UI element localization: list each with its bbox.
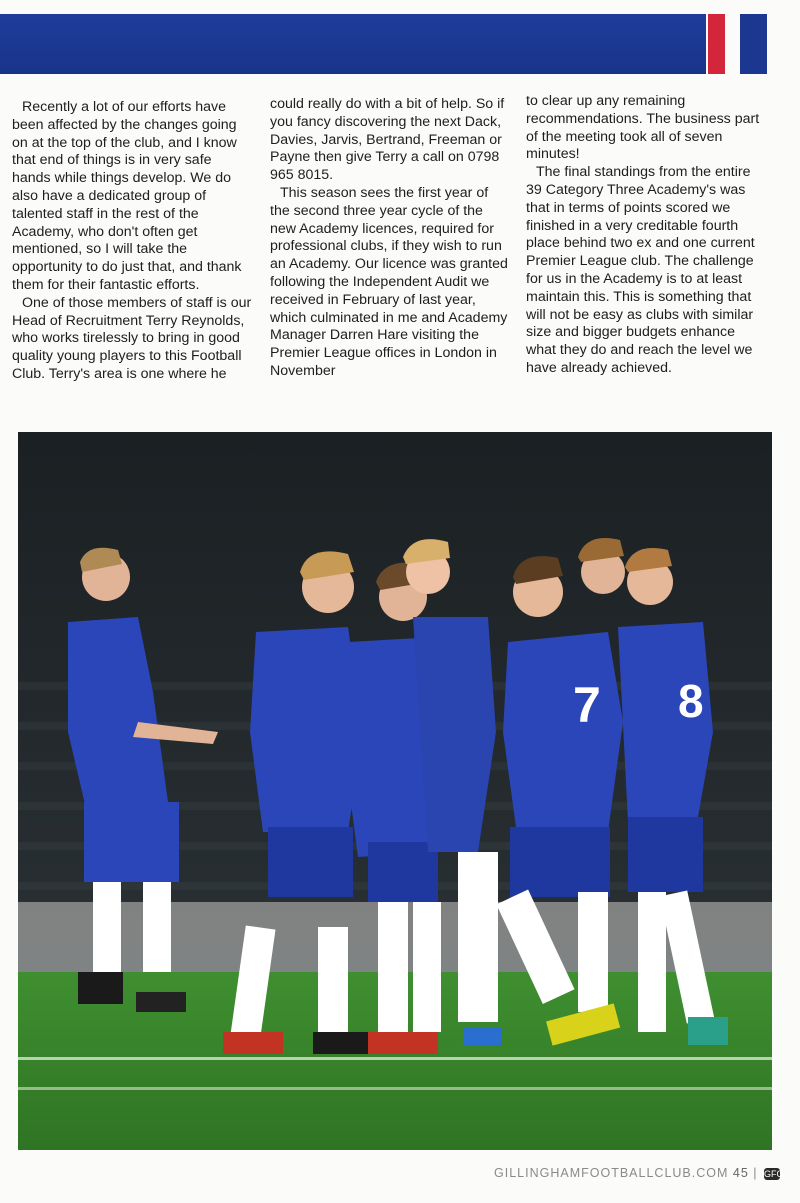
paragraph: Recently a lot of our efforts have been affected by the changes going on at the top of the club, and I know that end of things is in very safe hands while things develop. We do also have a dedicated group of talented staff in the rest of the Academy, who don't often get mentioned, so I will take the opportunity to do just that, and thank them for their fantastic efforts. xyxy=(12,99,242,293)
paragraph: could really do with a bit of help. So if you fancy discovering the next Dack, Davies, Jarvis, Bertrand, Freeman or Payne then give Terry a call on 0798 965 8015. xyxy=(270,96,505,184)
footer-separator: | xyxy=(753,1166,758,1180)
pitch-line xyxy=(18,1057,772,1060)
header-band-blue xyxy=(0,14,706,74)
header-band-gap xyxy=(725,14,740,74)
footer-site: GILLINGHAMFOOTBALLCLUB.COM xyxy=(494,1166,729,1180)
article-column-1 xyxy=(12,99,252,384)
paragraph: The final standings from the entire 39 Category Three Academy's was that in terms of points scored we finished in a very creditable fourth place behind two ex and one current Premier League club. The challenge for us in the Academy is to at least maintain this. This is something that will not be easy as clubs with similar size and bigger budgets enhance what they do and reach the level we have already achieved. xyxy=(526,164,755,376)
paragraph: This season sees the first year of the second three year cycle of the new Academy licences, required for professional clubs, if they wish to run an Academy. Our licence was granted following the Independent Audit we received in February of last year, which culminated in me and Academy Manager Darren Hare visiting the Premier League offices in London in November xyxy=(270,184,508,379)
header-band-blue-end xyxy=(740,14,767,74)
team-celebration-photo xyxy=(18,432,772,1150)
shirt-number: 8 xyxy=(678,675,704,727)
article-column-2 xyxy=(270,96,510,381)
club-logo-icon: GFC xyxy=(764,1168,783,1179)
pitch-line xyxy=(18,1087,772,1090)
shirt-number: 7 xyxy=(573,677,601,733)
paragraph: to clear up any remaining recommendations. The business part of the meeting took all of seven minutes! xyxy=(526,93,760,163)
page-number: 45 xyxy=(732,1166,749,1180)
article-column-3 xyxy=(526,93,768,378)
page-footer xyxy=(494,1166,783,1180)
header-color-band xyxy=(0,14,770,74)
header-band-red xyxy=(708,14,725,74)
paragraph: One of those members of staff is our Head of Recruitment Terry Reynolds, who works tirelessly to bring in good quality young players to this Football Club. Terry's area is one where he xyxy=(12,294,252,382)
photo-illustration xyxy=(18,432,772,1150)
